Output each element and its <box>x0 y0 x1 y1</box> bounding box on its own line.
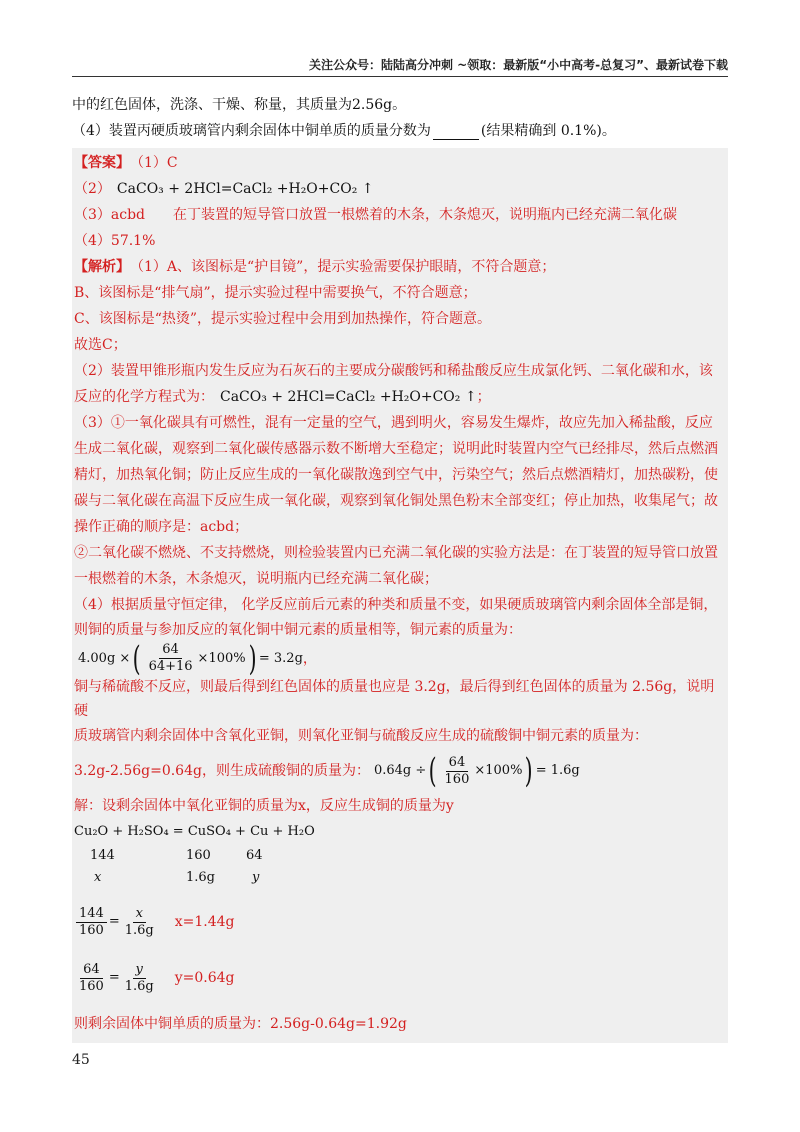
analysis-p20: 则剩余固体中铜单质的质量为：2.56g-0.64g=1.92g <box>74 1016 407 1032</box>
fraction-numerator: y <box>133 962 146 979</box>
answer-tag: 【答案】 <box>74 155 130 171</box>
spacer <box>74 889 726 899</box>
question-4-prefix: （4）装置丙硬质玻璃管内剩余固体中铜单质的质量分数为 <box>72 123 431 139</box>
intro-line: 中的红色固体，洗涤、干燥、称量，其质量为2.56g。 <box>72 97 407 113</box>
analysis-p18 <box>74 749 726 793</box>
analysis-p1: （1）A、该图标是“护目镜”，提示实验需要保护眼睛，不符合题意； <box>130 259 556 275</box>
analysis-p9: 精灯，加热氧化铜；防止反应生成的一氧化碳散逸到空气中，污染空气；然后点燃酒精灯，加热碳粉，使 <box>74 467 718 483</box>
fraction <box>146 642 196 675</box>
spacer <box>74 1001 726 1011</box>
analysis-p2: B、该图标是“排气扇”，提示实验过程中需要换气，不符合题意； <box>74 285 477 301</box>
analysis-p6-end: ； <box>476 389 491 405</box>
spacer <box>74 945 726 955</box>
analysis-p10: 碳与二氧化碳在高温下反应生成一氧化碳，观察到氧化铜处黑色粉末全部变红；停止加热，收集尾气；故 <box>74 493 718 509</box>
reaction-equation: Cu₂O + H₂SO₄ = CuSO₄ + Cu + H₂O <box>74 824 315 839</box>
fraction <box>76 962 107 995</box>
analysis-p15-text: 则铜的质量与参加反应的氧化铜中铜元素的质量相等，铜元素的质量为： <box>74 622 522 638</box>
table-cell: 1.6g <box>186 870 215 885</box>
fraction-numerator: 64 <box>80 962 103 979</box>
analysis-tag: 【解析】 <box>74 259 130 275</box>
analysis-p12: ②二氧化碳不燃烧、不支持燃烧，则检验装置内已充满二氧化碳的实验方法是：在丁装置的短导管口放置 <box>74 545 718 561</box>
copper-mass-expression <box>78 638 303 679</box>
analysis-p15 <box>74 618 726 679</box>
analysis-p6-formula: CaCO₃ + 2HCl=CaCl₂ +H₂O+CO₂ ↑ <box>220 389 477 405</box>
fraction-denominator: 64+16 <box>148 659 193 674</box>
math-term: ×100% <box>474 763 523 778</box>
fraction-denominator: 1.6g <box>124 922 154 938</box>
answer-blank <box>433 123 479 140</box>
stoichiometry-table <box>74 845 726 889</box>
table-cell: x <box>94 870 102 885</box>
math-term: 0.64g ÷ <box>373 763 427 778</box>
analysis-line-1 <box>74 254 726 280</box>
table-cell: y <box>252 870 260 885</box>
analysis-p15-end: ， <box>302 650 317 667</box>
analysis-p4: 故选C； <box>74 337 127 353</box>
analysis-p13: 一根燃着的木条，木条熄灭，说明瓶内已经充满二氧化碳； <box>74 571 438 587</box>
ratio-y-result: y=0.64g <box>174 970 235 986</box>
left-paren: ( <box>132 638 141 679</box>
ratio-x <box>74 899 726 945</box>
answer-2-formula: CaCO₃ + 2HCl=CaCl₂ +H₂O+CO₂ ↑ <box>116 181 374 197</box>
answer-line-4: （4）57.1% <box>74 233 156 249</box>
answer-3-text: 在丁装置的短导管口放置一根燃着的木条，木条熄灭，说明瓶内已经充满二氧化碳 <box>173 207 678 223</box>
page-number: 45 <box>72 1052 90 1068</box>
answer-line-1 <box>74 150 726 176</box>
page-header: 关注公众号：陆陆高分冲刺 ~领取：最新版“小中高考-总复习”、最新试卷下载 <box>309 58 728 72</box>
analysis-p17: 质玻璃管内剩余固体中含氧化亚铜，则氧化亚铜与硫酸反应生成的硫酸铜中铜元素的质量为： <box>74 728 648 744</box>
fraction-denominator: 160 <box>79 978 104 994</box>
header-divider <box>72 76 728 77</box>
question-4 <box>72 118 728 144</box>
table-cell: 64 <box>246 848 263 863</box>
fraction-numerator: 144 <box>76 906 107 923</box>
analysis-p14: （4）根据质量守恒定律， 化学反应前后元素的种类和质量不变，如果硬质玻璃管内剩余固体全部是铜， <box>74 597 718 613</box>
ratio-y-expression <box>74 962 159 995</box>
fraction <box>122 962 157 995</box>
right-paren: ) <box>248 638 257 679</box>
ratio-y <box>74 955 726 1001</box>
table-cell: 144 <box>90 848 115 863</box>
analysis-p5: （2）装置甲锥形瓶内发生反应为石灰石的主要成分碳酸钙和稀盐酸反应生成氯化钙、二氧化碳和水，该 <box>74 363 713 379</box>
analysis-p7: （3）①一氧化碳具有可燃性，混有一定量的空气，遇到明火，容易发生爆炸，故应先加入稀盐酸，反应 <box>74 415 713 431</box>
fraction-numerator: x <box>133 906 146 923</box>
copper-sulfate-expression <box>373 751 580 791</box>
equals-sign: = <box>108 970 120 985</box>
math-result: = 3.2g <box>258 650 303 666</box>
answer-2-label: （2） <box>74 181 111 197</box>
table-cell: 160 <box>186 848 211 863</box>
fraction <box>442 755 473 788</box>
analysis-p6-text: 反应的化学方程式为： <box>74 389 214 405</box>
math-result: = 1.6g <box>535 763 580 778</box>
fraction-denominator: 160 <box>79 922 104 938</box>
analysis-p8: 生成二氧化碳，观察到二氧化碳传感器示数不断增大至稳定；说明此时装置内空气已经排尽，然后点燃酒 <box>74 441 718 457</box>
answer-1: （1）C <box>130 155 178 171</box>
analysis-p6 <box>74 384 726 410</box>
fraction-numerator: 64 <box>159 642 182 659</box>
left-paren: ( <box>428 751 437 791</box>
right-paren: ) <box>525 751 534 791</box>
page-content <box>72 92 728 1043</box>
ratio-x-expression <box>74 906 159 939</box>
math-term: ×100% <box>197 650 246 666</box>
analysis-p16: 铜与稀硫酸不反应，则最后得到红色固体的质量也应是 3.2g，最后得到红色固体的质量为 2.56g，说明硬 <box>74 679 715 719</box>
math-term: 4.00g × <box>78 650 131 666</box>
question-4-suffix: (结果精确到 0.1%)。 <box>480 123 616 139</box>
fraction <box>76 906 107 939</box>
answer-line-2 <box>74 176 726 202</box>
ratio-x-result: x=1.44g <box>174 914 235 930</box>
analysis-p18-text: 3.2g-2.56g=0.64g，则生成硫酸铜的质量为： <box>74 763 370 779</box>
analysis-p3: C、该图标是“热烫”，提示实验过程中会用到加热操作，符合题意。 <box>74 311 492 327</box>
analysis-p11: 操作正确的顺序是：acbd； <box>74 519 249 535</box>
equals-sign: = <box>108 914 120 929</box>
answer-3-label: （3）acbd <box>74 207 146 223</box>
answer-line-3 <box>74 202 726 228</box>
fraction-denominator: 1.6g <box>124 978 154 994</box>
fraction-numerator: 64 <box>446 755 469 772</box>
analysis-p19: 解：设剩余固体中氧化亚铜的质量为x，反应生成铜的质量为y <box>74 798 454 814</box>
answer-analysis-box <box>72 148 728 1043</box>
fraction-denominator: 160 <box>444 771 470 787</box>
fraction <box>122 906 157 939</box>
